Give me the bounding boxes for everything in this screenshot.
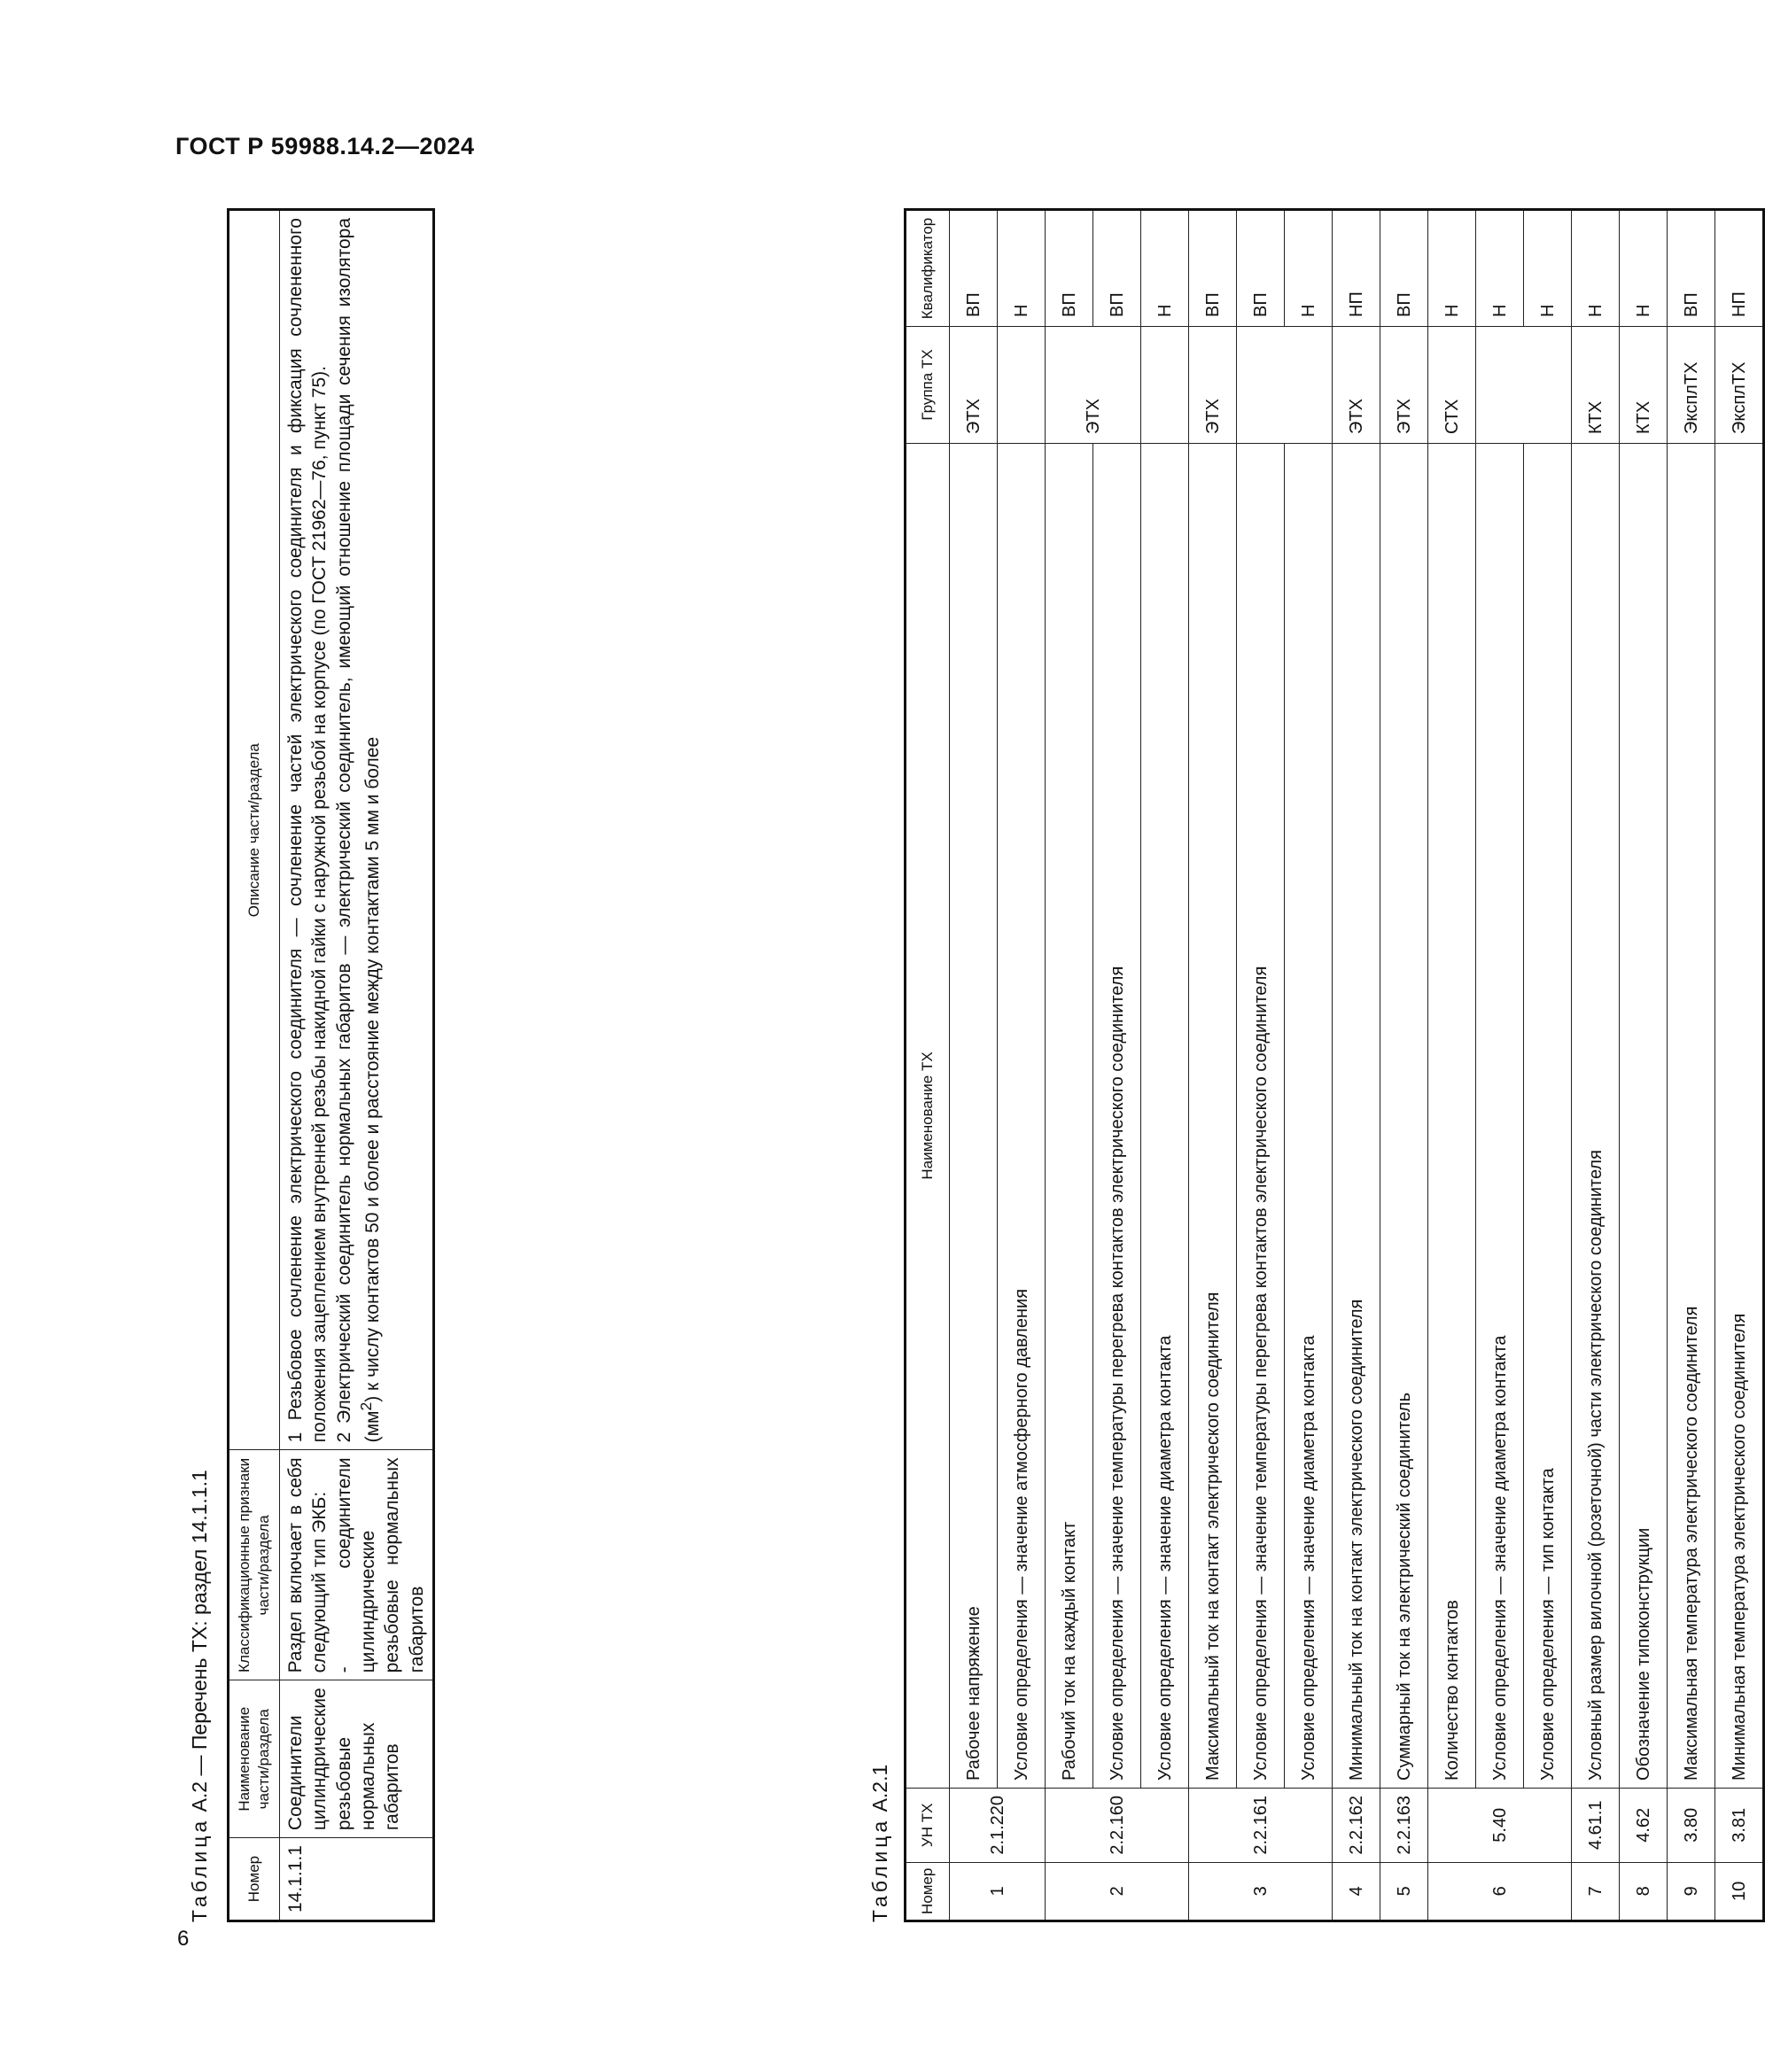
table-a21-cell-group: КТХ (1572, 327, 1620, 444)
table-a2-cell-classification: Раздел включает в себя следующий тип ЭКБ: - соединители цилиндрические резьбовые нормальных габаритов (280, 1450, 434, 1680)
table-a21-cell-name: Условие определения — значение температуры перегрева контактов электрического соединителя (1237, 444, 1285, 1789)
table-a21-cell-name: Условие определения — значение температуры перегрева контактов электрического соединителя (1093, 444, 1141, 1789)
table-a21-cell-qualifier: ВП (1668, 210, 1715, 327)
table-a2-header-classification: Классификационные признаки части/раздела (229, 1450, 280, 1680)
table-a21-header-number: Номер (906, 1862, 950, 1921)
table-a21-cell-number: 5 (1380, 1862, 1428, 1921)
table-a21-cell-group: ЭТХ (1333, 327, 1380, 444)
table-a21-header-qualifier: Квалификатор (906, 210, 950, 327)
table-a21-cell-number: 6 (1428, 1862, 1572, 1921)
table-a21-cell-number: 8 (1620, 1862, 1668, 1921)
table-a21-cell-qualifier: ВП (1046, 210, 1093, 327)
table-a21-cell-name: Условие определения — тип контакта (1524, 444, 1572, 1789)
table-a21-cell-qualifier: Н (1620, 210, 1668, 327)
table-a21-cell-qualifier: Н (1141, 210, 1189, 327)
table-a2-header-name: Наименование части/раздела (229, 1680, 280, 1838)
table-a21-caption: Таблица А.2.1 (868, 1764, 891, 1922)
table-a21-cell-qualifier: ВП (1189, 210, 1237, 327)
table-a21-cell-qualifier: Н (1476, 210, 1524, 327)
table-a21-cell-name: Максимальная температура электрического соединителя (1668, 444, 1715, 1789)
table-a21-cell-name: Условие определения — значение диаметра контакта (1285, 444, 1333, 1789)
table-a21-cell-name: Максимальный ток на контакт электрического соединителя (1189, 444, 1237, 1789)
table-a21-cell-name: Обозначение типоконструкции (1620, 444, 1668, 1789)
table-a21-cell-group: ЭТХ (1380, 327, 1428, 444)
table-a21-cell-qualifier: НП (1715, 210, 1764, 327)
table-a21-cell-number: 3 (1189, 1862, 1333, 1921)
table-a21-cell-group (998, 327, 1046, 444)
table-row (1524, 210, 1572, 1921)
table-row (1620, 210, 1668, 1921)
table-a21-cell-group (1237, 327, 1333, 444)
table-a21-cell-qualifier: Н (998, 210, 1046, 327)
table-a21-cell-number: 10 (1715, 1862, 1764, 1921)
table-a21-cell-group: ЭксплТХ (1668, 327, 1715, 444)
table-a21-cell-name: Условный размер вилочной (розеточной) части электрического соединителя (1572, 444, 1620, 1789)
table-a21-cell-name: Минимальный ток на контакт электрического соединителя (1333, 444, 1380, 1789)
table-a21-cell-name: Рабочий ток на каждый контакт (1046, 444, 1093, 1789)
page-number: 6 (177, 1927, 190, 1951)
table-a21-cell-group: ЭТХ (1046, 327, 1141, 444)
table-row (998, 210, 1046, 1921)
table-a21-header-row (906, 210, 950, 1921)
table-row (280, 210, 434, 1921)
table-a21-cell-code: 2.1.220 (950, 1788, 1046, 1862)
table-row (1189, 210, 1237, 1921)
table-a21-cell-code: 4.61.1 (1572, 1788, 1620, 1862)
table-a2-cell-number: 14.1.1.1 (280, 1838, 434, 1921)
table-a21-cell-name: Минимальная температура электрического соединителя (1715, 444, 1764, 1789)
table-a21-cell-qualifier: Н (1285, 210, 1333, 327)
table-a21-header-group: Группа ТХ (906, 327, 950, 444)
table-a21-cell-qualifier: ВП (950, 210, 998, 327)
table-row (1380, 210, 1428, 1921)
table-a21-cell-group: ЭксплТХ (1715, 327, 1764, 444)
table-a21-cell-number: 9 (1668, 1862, 1715, 1921)
table-a21-cell-code: 5.40 (1428, 1788, 1572, 1862)
table-a2-header-description: Описание части/раздела (229, 210, 280, 1450)
table-a21-cell-qualifier: Н (1524, 210, 1572, 327)
table-a2 (227, 208, 435, 1922)
table-a2-caption: Таблица А.2 — Перечень ТХ: раздел 14.1.1.1 (188, 1470, 211, 1922)
table-a21-cell-number: 7 (1572, 1862, 1620, 1921)
table-a21-cell-qualifier: НП (1333, 210, 1380, 327)
table-a21-cell-code: 4.62 (1620, 1788, 1668, 1862)
table-a2-header-number: Номер (229, 1838, 280, 1921)
table-a21-cell-group: ЭТХ (950, 327, 998, 444)
table-a21 (904, 208, 1765, 1922)
table-a21-cell-qualifier: ВП (1380, 210, 1428, 327)
table-a21-cell-group: СТХ (1428, 327, 1476, 444)
table-a21-cell-name: Условие определения — значение диаметра контакта (1476, 444, 1524, 1789)
table-a21-cell-group: КТХ (1620, 327, 1668, 444)
table-a21-cell-code: 2.2.162 (1333, 1788, 1380, 1862)
table-a21-cell-code: 3.80 (1668, 1788, 1715, 1862)
table-a21-cell-qualifier: Н (1572, 210, 1620, 327)
table-a21-cell-code: 2.2.160 (1046, 1788, 1189, 1862)
table-a21-cell-group (1141, 327, 1189, 444)
table-row (1093, 210, 1141, 1921)
table-a21-cell-name: Количество контактов (1428, 444, 1476, 1789)
table-a21-cell-code: 2.2.163 (1380, 1788, 1428, 1862)
table-a21-cell-name: Рабочее напряжение (950, 444, 998, 1789)
table-row (950, 210, 998, 1921)
document-code: ГОСТ Р 59988.14.2—2024 (175, 133, 475, 159)
table-a21-cell-code: 3.81 (1715, 1788, 1764, 1862)
table-row (1237, 210, 1285, 1921)
table-row (1333, 210, 1380, 1921)
table-a21-cell-name: Условие определения — значение атмосферного давления (998, 444, 1046, 1789)
table-a21-cell-code: 2.2.161 (1189, 1788, 1333, 1862)
table-row (1572, 210, 1620, 1921)
table-a2-cell-name: Соединители цилиндрические резьбовые нормальных габаритов (280, 1680, 434, 1838)
table-a21-cell-qualifier: ВП (1237, 210, 1285, 327)
table-a21-cell-name: Условие определения — значение диаметра контакта (1141, 444, 1189, 1789)
table-a21-cell-qualifier: Н (1428, 210, 1476, 327)
table-a21-cell-group: ЭТХ (1189, 327, 1237, 444)
table-a21-cell-qualifier: ВП (1093, 210, 1141, 327)
table-a21-cell-number: 1 (950, 1862, 1046, 1921)
table-row (1715, 210, 1764, 1921)
table-row (1428, 210, 1476, 1921)
table-a2-cell-description: 1 Резьбовое сочленение электрического соединителя — сочленение частей электрического соединителя и фиксация сочлененного положения зацеплением внутренней резьбы накидной гайки с наружной резьбой на корпусе (по ГОСТ 21962—76, пункт 75). 2 Электрический соединитель нормальных габаритов — электрический соединитель, имеющий отношение площади сечения изолятора $(мм^2)$ к числу контактов 50 и более и расстояние между контактами 5 мм и более (280, 210, 434, 1450)
table-a2-header-row (229, 210, 280, 1921)
table-a21-cell-number: 2 (1046, 1862, 1189, 1921)
table-a21-cell-group (1476, 327, 1572, 444)
table-row (1668, 210, 1715, 1921)
table-row (1141, 210, 1189, 1921)
table-a21-cell-number: 4 (1333, 1862, 1380, 1921)
table-a21-header-name: Наименование ТХ (906, 444, 950, 1789)
rotated-content (175, 208, 1749, 1922)
table-row (1046, 210, 1093, 1921)
table-row (1476, 210, 1524, 1921)
table-a21-header-code: УН ТХ (906, 1788, 950, 1862)
table-a21-cell-name: Суммарный ток на электрический соединитель (1380, 444, 1428, 1789)
table-row (1285, 210, 1333, 1921)
